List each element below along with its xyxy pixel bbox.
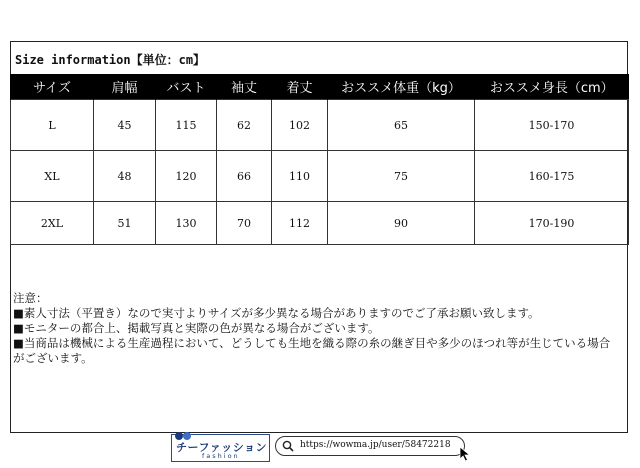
search-icon xyxy=(282,440,294,452)
cell-bust: 120 xyxy=(156,151,217,202)
cell-length: 110 xyxy=(272,151,328,202)
brand-name: チーファッション xyxy=(176,441,268,454)
header-size: サイズ xyxy=(11,74,94,100)
size-table-header-row xyxy=(11,74,629,100)
note-line: ■当商品は機械による生産過程において、どうしても生地を織る際の糸の継ぎ目や多少のほつれ等が生じている場合がございます。 xyxy=(13,336,611,365)
header-length: 着丈 xyxy=(272,74,328,100)
cell-bust: 115 xyxy=(156,100,217,151)
header-height: おススメ身長（cm） xyxy=(475,74,629,100)
cell-weight: 75 xyxy=(328,151,475,202)
cell-size: L xyxy=(11,100,94,151)
cursor-arrow-icon xyxy=(459,446,471,462)
cell-height: 150-170 xyxy=(475,100,629,151)
footer-bar xyxy=(0,432,640,468)
brand-logo[interactable] xyxy=(171,434,270,462)
cell-shoulder: 51 xyxy=(94,202,156,245)
notes-heading: 注意： xyxy=(13,291,48,305)
note-line: ■素人寸法（平置き）なので実寸よりサイズが多少異なる場合がありますのでご了承お願い致します。 xyxy=(13,306,540,320)
size-info-panel xyxy=(10,41,628,433)
header-shoulder: 肩幅 xyxy=(94,74,156,100)
cell-sleeve: 62 xyxy=(217,100,272,151)
table-row xyxy=(11,202,629,245)
cell-height: 160-175 xyxy=(475,151,629,202)
cell-length: 112 xyxy=(272,202,328,245)
cell-shoulder: 48 xyxy=(94,151,156,202)
cell-bust: 130 xyxy=(156,202,217,245)
size-info-title: Size information【単位：cm】 xyxy=(15,53,206,67)
cell-length: 102 xyxy=(272,100,328,151)
cell-size: XL xyxy=(11,151,94,202)
store-url-text[interactable]: https://wowma.jp/user/58472218 xyxy=(300,440,451,450)
cell-shoulder: 45 xyxy=(94,100,156,151)
table-row xyxy=(11,100,629,151)
cell-size: 2XL xyxy=(11,202,94,245)
cell-height: 170-190 xyxy=(475,202,629,245)
header-bust: バスト xyxy=(156,74,217,100)
cell-sleeve: 70 xyxy=(217,202,272,245)
header-sleeve: 袖丈 xyxy=(217,74,272,100)
notes-section xyxy=(13,291,621,366)
note-line: ■モニターの都合上、掲載写真と実際の色が異なる場合がございます。 xyxy=(13,321,380,335)
table-row xyxy=(11,151,629,202)
brand-subtitle: fashion xyxy=(202,452,240,460)
cell-weight: 90 xyxy=(328,202,475,245)
store-url-box[interactable] xyxy=(275,436,465,456)
size-table xyxy=(10,74,629,245)
header-weight: おススメ体重（kg） xyxy=(328,74,475,100)
cell-sleeve: 66 xyxy=(217,151,272,202)
cell-weight: 65 xyxy=(328,100,475,151)
